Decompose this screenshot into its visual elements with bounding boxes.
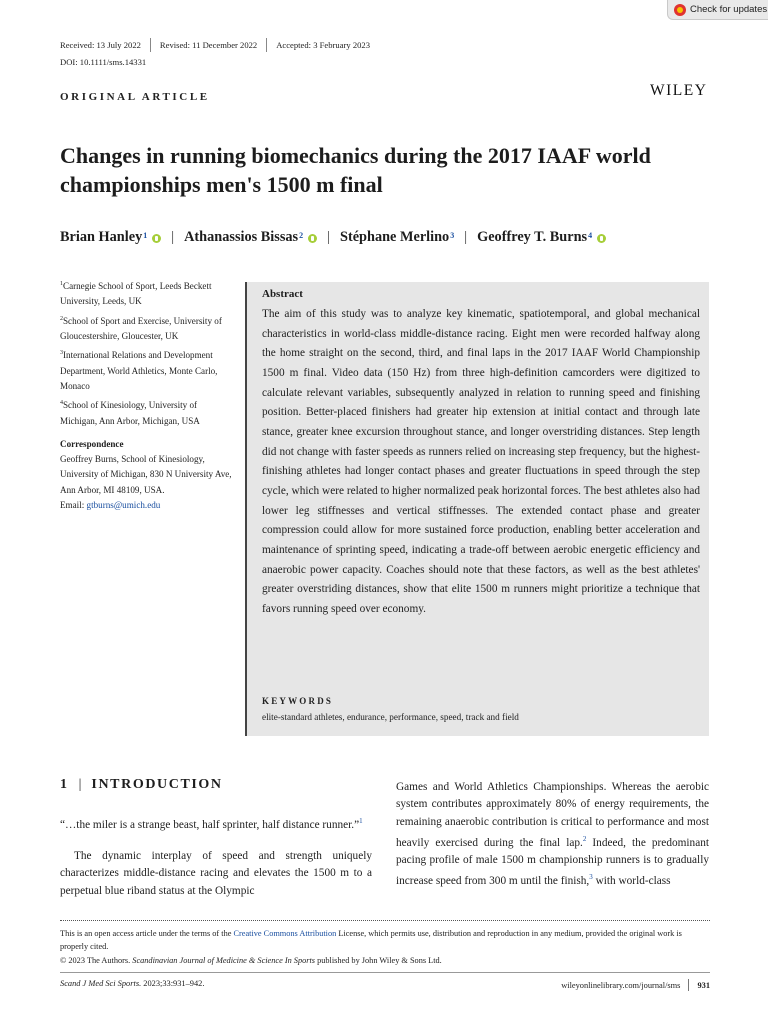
article-type: ORIGINAL ARTICLE [60, 91, 210, 103]
license-link[interactable]: Creative Commons Attribution [233, 929, 337, 938]
copyright-line [60, 954, 710, 967]
footnote-divider [60, 920, 710, 921]
divider [150, 38, 151, 52]
journal-url[interactable]: wileyonlinelibrary.com/journal/sms [561, 980, 681, 990]
keywords-text: elite-standard athletes, endurance, performance, speed, track and field [262, 712, 519, 722]
orcid-icon[interactable] [152, 234, 161, 243]
affiliation-number: 3 [60, 350, 63, 357]
email-label: Email: [60, 499, 87, 510]
keywords-heading: KEYWORDS [262, 696, 334, 706]
citation-details: 2023;33:931–942. [141, 979, 205, 988]
author-separator: | [171, 229, 175, 245]
section-title: INTRODUCTION [91, 777, 223, 792]
revised-date: Revised: 11 December 2022 [159, 40, 258, 50]
author-name[interactable]: Brian Hanley [60, 229, 143, 245]
affiliations [60, 277, 236, 513]
affiliation [60, 277, 236, 310]
paper-title: Changes in running biomechanics during the 2017 IAAF world championships men's 1500 m final [60, 143, 651, 197]
affiliation [60, 312, 236, 345]
license-text: License, which permits use, distribution and reproduction in any medium, provided the original work is properly cited. [60, 929, 682, 952]
journal-abbrev: Scand J Med Sci Sports. [60, 979, 142, 988]
orcid-icon[interactable] [308, 234, 317, 243]
journal-name: Scandinavian Journal of Medicine & Science In Sports [132, 955, 316, 965]
affiliation-ref[interactable]: 1 [143, 231, 148, 240]
divider [266, 38, 267, 52]
submission-dates [60, 38, 370, 52]
affiliation [60, 346, 236, 394]
affiliation-text: International Relations and Development Department, World Athletics, Monte Carlo, Monaco [60, 350, 218, 391]
received-date: Received: 13 July 2022 [60, 40, 141, 50]
author-name[interactable]: Geoffrey T. Burns [477, 229, 588, 245]
correspondence-address: Geoffrey Burns, School of Kinesiology, University of Michigan, 830 N University Ave, Ann Arbor, MI 48109, USA. [60, 454, 232, 495]
footer-right [510, 979, 710, 991]
body-text: Games and World Athletics Championships. Whereas the aerobic system contributes approximately 80% of energy requirements, the remaining anaerobic contribution is critical to performance and most heavily exercised during the final lap. [396, 781, 709, 849]
doi[interactable]: DOI: 10.1111/sms.14331 [60, 57, 147, 67]
journal-citation [60, 979, 204, 988]
citation-ref[interactable]: 3 [589, 873, 593, 882]
copyright-text: © 2023 The Authors. [60, 955, 133, 965]
epigraph-quote [60, 813, 372, 834]
crossmark-icon [674, 4, 686, 16]
abstract-text: The aim of this study was to analyze key kinematic, spatiotemporal, and global mechanical characteristics in world-class middle-distance racing. Eight men were recorded halfway along the home straight on the second, third, and final laps in the 2017 IAAF World Championship 1500 m final. Video data (150 Hz) from three high-definition camcorders were digitized to calculate relevant variables, subsequently analyzed in relation to running speed and finishing position. Better-placed finishers had greater hip extension at initial contact and through late stance, greater knee excursion throughout stance, and longer overstriding distances. Step length did not change with faster speeds as runners relied on increasing step frequency, but the highest-finishing athletes had longer contact phases and greater fluctuations in speed through the step cycle, which were related to higher normalized peak horizontal forces. The best athletes also had lower leg stiffnesses and vertical stiffnesses. The extended contact phase and greater compression could allow for more sustained force production, enabling better acceleration and maintenance of sprinting speed, indicating a trade-off between aerobic energetic efficiency and anaerobic power capacity. Coaches should note that these factors, as well as the best athletes' greater overstriding distances, show that elite 1500 m runners might prioritize a technique that favors running speed over economy. [262, 308, 700, 615]
correspondence-email [60, 498, 236, 513]
check-for-updates-button[interactable] [667, 0, 768, 20]
citation-ref[interactable]: 1 [359, 817, 363, 825]
body-paragraph: The dynamic interplay of speed and strength uniquely characterizes middle-distance racing and elevates the 1500 m to a perpetual blue riband status at the Olympic [60, 850, 372, 897]
affiliation-text: School of Kinesiology, University of Michigan, Ann Arbor, Michigan, USA [60, 400, 200, 426]
affiliation-text: Carnegie School of Sport, Leeds Beckett University, Leeds, UK [60, 281, 212, 307]
check-for-updates-label: Check for updates [690, 4, 768, 15]
author-list [60, 229, 606, 246]
accepted-date: Accepted: 3 February 2023 [276, 40, 371, 50]
affiliation-text: School of Sport and Exercise, University of Gloucestershire, Gloucester, UK [60, 315, 222, 341]
page-number: 931 [697, 980, 710, 990]
author-name[interactable]: Stéphane Merlino [340, 229, 450, 245]
affiliation-ref[interactable]: 3 [450, 231, 455, 240]
affiliation [60, 396, 236, 429]
section-heading [60, 777, 223, 793]
author-separator: | [464, 229, 468, 245]
affiliation-ref[interactable]: 4 [588, 231, 593, 240]
footer-divider [60, 972, 710, 973]
citation-ref[interactable]: 2 [582, 835, 587, 844]
affiliation-number: 2 [60, 315, 63, 322]
orcid-icon[interactable] [597, 234, 606, 243]
body-text: with world-class [592, 875, 671, 888]
section-number: 1 [60, 777, 69, 792]
author-separator: | [327, 229, 330, 245]
divider [688, 979, 689, 991]
email-link[interactable]: gtburns@umich.edu [86, 499, 161, 510]
body-text: Indeed, the predominant pacing profile of male 1500 m championship runners is to gradually increase speed from 300 m until the finish, [396, 836, 709, 888]
section-separator: | [78, 777, 82, 792]
abstract-heading: Abstract [262, 288, 303, 300]
affiliation-number: 1 [60, 281, 63, 287]
copyright-text: published by John Wiley & Sons Ltd. [315, 955, 442, 965]
body-paragraph [396, 779, 709, 891]
affiliation-number: 4 [60, 400, 63, 407]
license-text: This is an open access article under the terms of the [60, 929, 234, 938]
license-footnote [60, 927, 710, 967]
correspondence-heading: Correspondence [60, 438, 124, 449]
publisher-logo: WILEY [650, 82, 708, 99]
author-name[interactable]: Athanassios Bissas [184, 229, 299, 245]
license-line [60, 927, 710, 954]
affiliation-ref[interactable]: 2 [299, 231, 304, 240]
quote-text: “…the miler is a strange beast, half sprinter, half distance runner.” [60, 818, 360, 831]
